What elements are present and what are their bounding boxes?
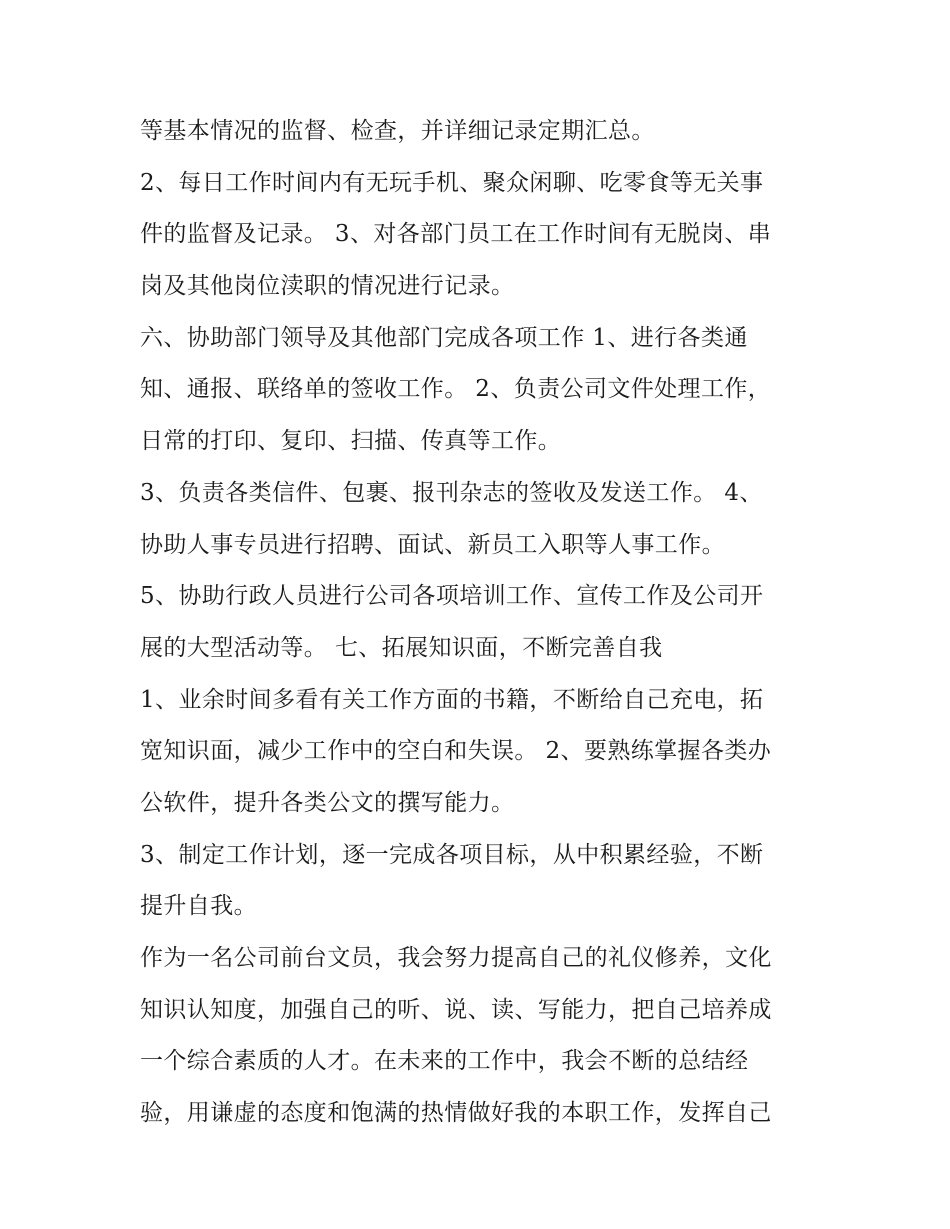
text-line: 作为一名公司前台文员，我会努力提高自己的礼仪修养，文化 xyxy=(140,945,772,971)
text-line: 知识认知度，加强自己的听、说、读、写能力，把自己培养成 xyxy=(140,996,772,1023)
text-line: 2、每日工作时间内有无玩手机、聚众闲聊、吃零食等无关事 xyxy=(140,169,764,196)
text-line: 3、制定工作计划，逐一完成各项目标，从中积累经验，不断 xyxy=(140,841,764,868)
document-body xyxy=(140,106,830,1140)
text-line: 验，用谦虚的态度和饱满的热情做好我的本职工作，发挥自己 xyxy=(140,1100,772,1127)
text-line: 件的监督及记录。 3、对各部门员工在工作时间有无脱岗、串 xyxy=(140,221,772,248)
text-line: 提升自我。 xyxy=(140,893,257,920)
text-line: 5、协助行政人员进行公司各项培训工作、宣传工作及公司开 xyxy=(140,583,764,610)
text-line: 宽知识面，减少工作中的空白和失误。 2、要熟练掌握各类办 xyxy=(140,738,772,765)
text-line: 协助人事专员进行招聘、面试、新员工入职等人事工作。 xyxy=(140,531,725,558)
text-line: 知、通报、联络单的签收工作。 2、负责公司文件处理工作， xyxy=(140,376,772,403)
text-line: 一个综合素质的人才。在未来的工作中，我会不断的总结经 xyxy=(140,1048,749,1075)
text-line: 展的大型活动等。 七、拓展知识面，不断完善自我 xyxy=(140,634,663,661)
text-line: 公软件，提升各类公文的撰写能力。 xyxy=(140,789,515,816)
text-line: 1、业余时间多看有关工作方面的书籍，不断给自己充电，拓 xyxy=(140,686,764,713)
text-line: 六、协助部门领导及其他部门完成各项工作 1、进行各类通 xyxy=(140,324,748,351)
text-line: 岗及其他岗位渎职的情况进行记录。 xyxy=(140,273,515,300)
text-line: 日常的打印、复印、扫描、传真等工作。 xyxy=(140,428,562,455)
text-line: 3、负责各类信件、包裹、报刊杂志的签收及发送工作。 4、 xyxy=(140,479,763,506)
text-line: 等基本情况的监督、检查，并详细记录定期汇总。 xyxy=(140,118,655,144)
